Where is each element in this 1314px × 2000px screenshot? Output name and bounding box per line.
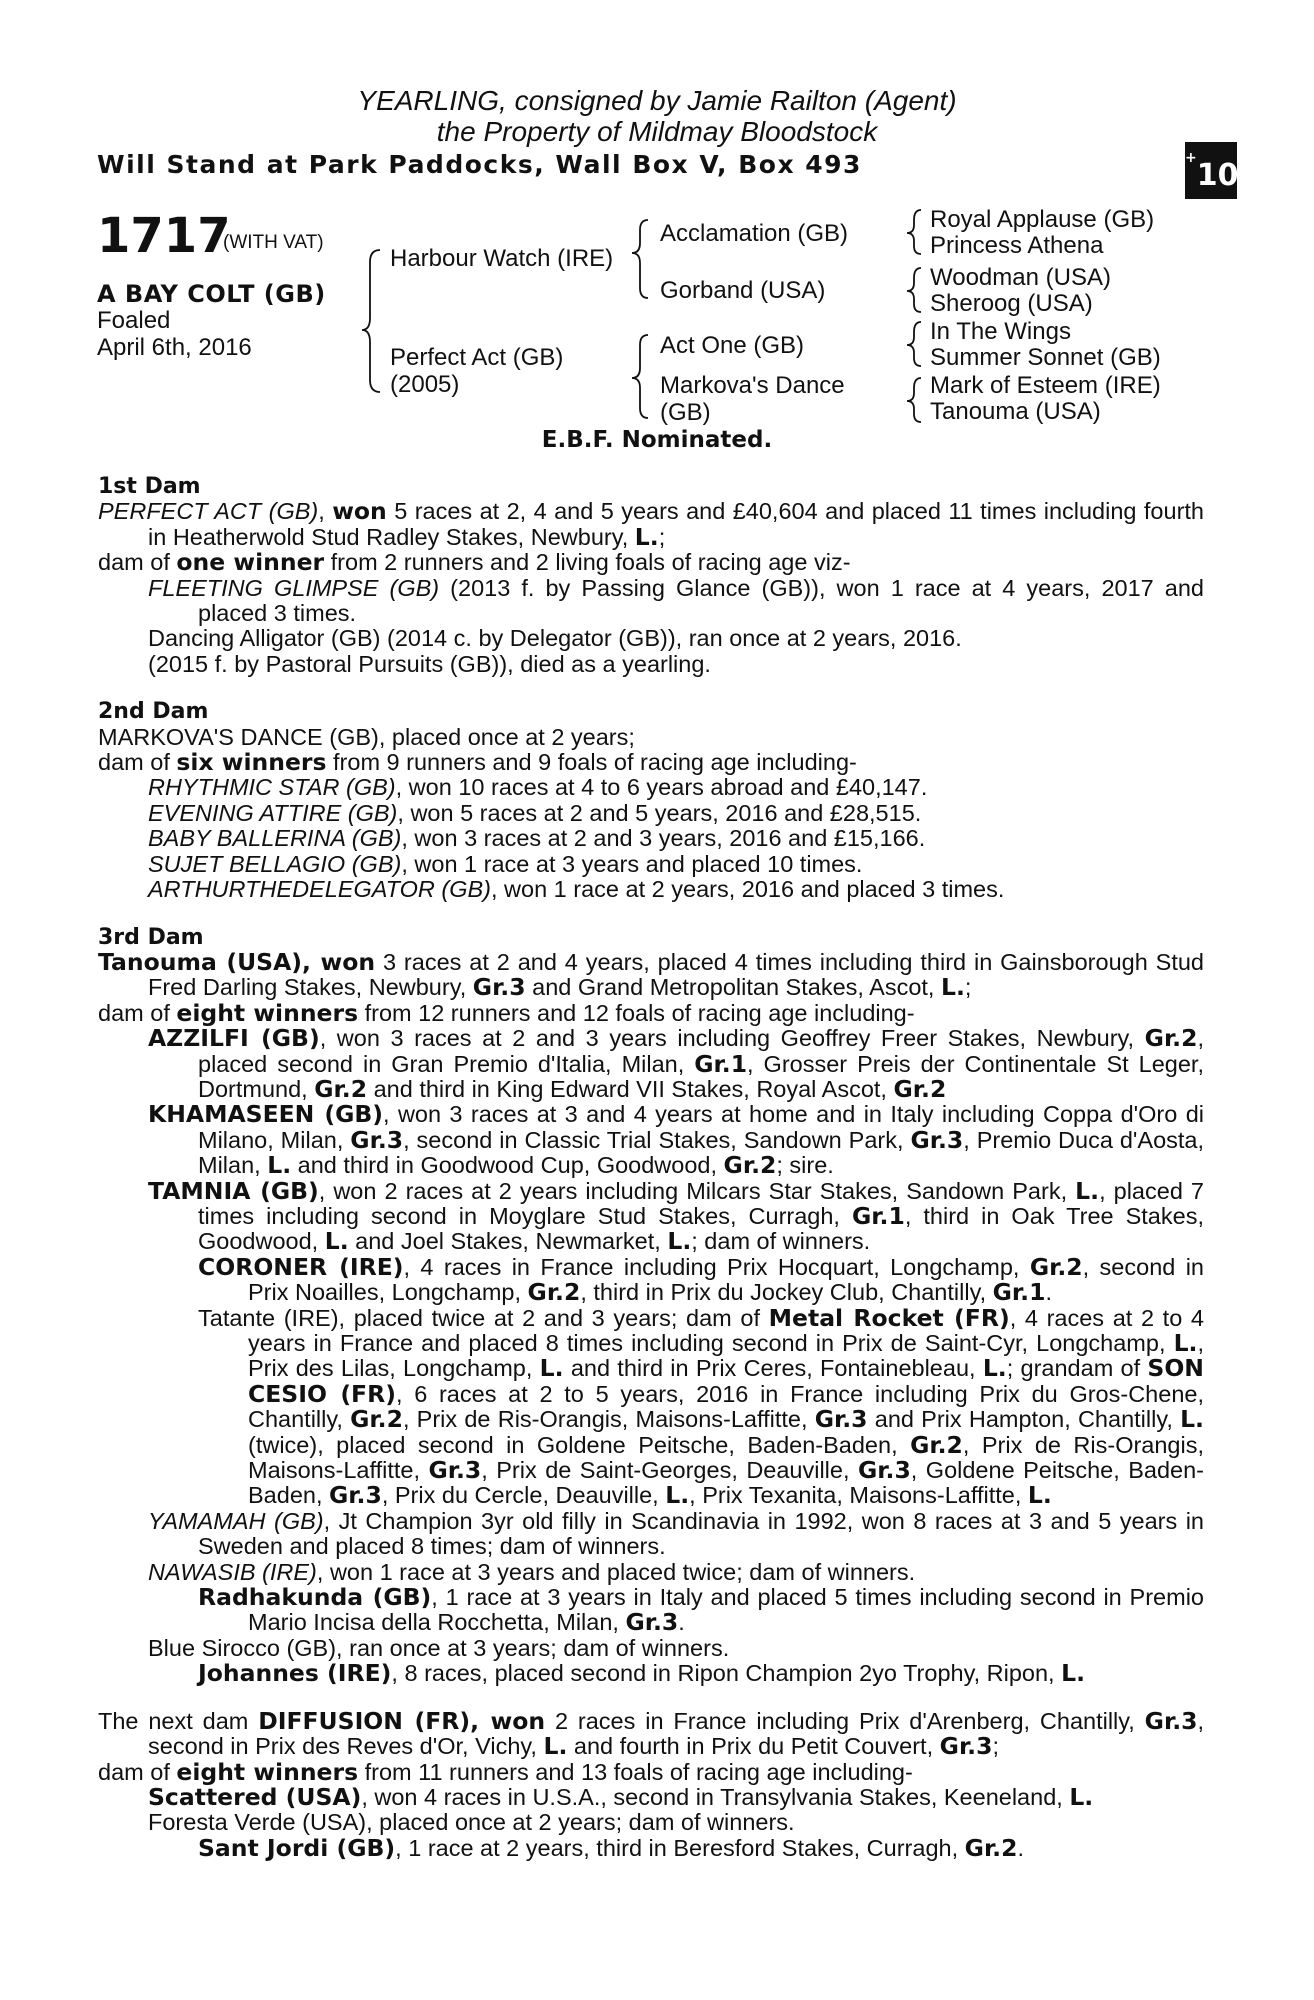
sujet-bellagio: SUJET BELLAGIO (GB), won 1 race at 3 years and placed 10 times. xyxy=(148,850,863,877)
next-dam-produce: dam of eight winners from 11 runners and 13 foals of racing age including- xyxy=(98,1757,913,1786)
khamaseen: KHAMASEEN (GB), won 3 races at 3 and 4 years at home and in Italy including Coppa d'Oro di Milano, Milan, Gr.3, second in Classic Trial Stakes, Sandown Park, Gr.3, Premio Duca d'Aosta, Milan, L. and third in Goodwood Cup, Goodwood, Gr.2; sire. xyxy=(148,1100,1205,1180)
sire: Harbour Watch (IRE) xyxy=(390,245,614,272)
foaled-label: Foaled xyxy=(97,307,171,334)
sant-jordi: Sant Jordi (GB), 1 race at 2 years, third in Beresford Stakes, Curragh, Gr.2. xyxy=(198,1833,1024,1862)
dam-dam-2: (GB) xyxy=(660,399,711,426)
second-dam-record: MARKOVA'S DANCE (GB), placed once at 2 years; xyxy=(98,723,635,750)
scattered: Scattered (USA), won 4 races in U.S.A., second in Transylvania Stakes, Keeneland, L. xyxy=(148,1782,1094,1811)
dam-dam: Markova's Dance xyxy=(660,372,845,399)
yamamah: YAMAMAH (GB), Jt Champion 3yr old filly in Scandinavia in 1992, won 8 races at 3 and 5 years in Sweden and placed 8 times; dam of winners. xyxy=(148,1507,1204,1560)
sire-dam: Gorband (USA) xyxy=(660,277,826,304)
foaled-date: April 6th, 2016 xyxy=(97,334,252,361)
ebf-note: E.B.F. Nominated. xyxy=(541,427,773,453)
lot-badge: +10 xyxy=(1185,142,1237,199)
ggs-2: Woodman (USA) xyxy=(930,264,1111,291)
ggd-2: Sheroog (USA) xyxy=(930,290,1093,317)
catalogue-body xyxy=(98,474,1204,1861)
azzilfi: AZZILFI (GB), won 3 races at 2 and 3 years including Geoffrey Freer Stakes, Newbury, Gr.2, placed second in Gran Premio d'Italia, Milan, Gr.1, Grosser Preis der Continentale St Leger, Dortmund, Gr.2 and third in King Edward VII Stakes, Royal Ascot, Gr.2 xyxy=(148,1024,1204,1103)
coroner: CORONER (IRE), 4 races in France including Prix Hocquart, Longchamp, Gr.2, second in Prix Noailles, Longchamp, Gr.2, third in Prix du Jockey Club, Chantilly, Gr.1. xyxy=(198,1252,1205,1307)
johannes: Johannes (IRE), 8 races, placed second in Ripon Champion 2yo Trophy, Ripon, L. xyxy=(198,1659,1086,1688)
sire-sire: Acclamation (GB) xyxy=(660,220,849,247)
next-dam-record: The next dam DIFFUSION (FR), won 2 races in France including Prix d'Arenberg, Chantilly, Gr.3, second in Prix des Reves d'Or, Vichy, L. and fourth in Prix du Petit Couvert, Gr.3; xyxy=(98,1706,1205,1761)
produce-dancing-alligator: Dancing Alligator (GB) (2014 c. by Delegator (GB)), ran once at 2 years, 2016. xyxy=(148,625,962,652)
radhakunda: Radhakunda (GB), 1 race at 3 years in Italy and placed 5 times including second in Premio Mario Incisa della Rocchetta, Milan, Gr.3. xyxy=(198,1583,1204,1637)
ggd-1: Princess Athena xyxy=(930,232,1104,259)
third-dam-produce: dam of eight winners from 12 runners and 12 foals of racing age including- xyxy=(98,998,915,1027)
stand-location: Will Stand at Park Paddocks, Wall Box V, Box 493 xyxy=(97,150,862,179)
lot-number: 1717 xyxy=(97,208,231,264)
ggs-4: Mark of Esteem (IRE) xyxy=(930,372,1161,399)
baby-ballerina: BABY BALLERINA (GB), won 3 races at 2 and 3 years, 2016 and £15,166. xyxy=(148,825,926,852)
dam-sire: Act One (GB) xyxy=(660,332,805,359)
tatante: Tatante (IRE), placed twice at 2 and 3 years; dam of Metal Rocket (FR), 4 races at 2 to 4 years in France and placed 8 times including second in Prix de Saint-Cyr, Longchamp, L., Prix des Lilas, Longchamp, L. and third in Prix Ceres, Fontainebleau, L.; grandam of SON CESIO (FR), 6 races at 2 to 5 years, 2016 in France including Prix du Gros-Chene, Chantilly, Gr.2, Prix de Ris-Orangis, Maisons-Laffitte, Gr.3 and Prix Hampton, Chantilly, L. (twice), placed second in Goldene Peitsche, Baden-Baden, Gr.2, Prix de Ris-Orangis, Maisons-Laffitte, Gr.3, Prix de Saint-Georges, Deauville, Gr.3, Goldene Peitsche, Baden-Baden, Gr.3, Prix du Cercle, Deauville, L., Prix Texanita, Maisons-Laffitte, L. xyxy=(198,1303,1205,1510)
blue-sirocco: Blue Sirocco (GB), ran once at 3 years; dam of winners. xyxy=(148,1634,730,1661)
second-dam-heading: 2nd Dam xyxy=(98,699,209,725)
evening-attire: EVENING ATTIRE (GB), won 5 races at 2 and 5 years, 2016 and £28,515. xyxy=(148,799,922,826)
arthurthedelegator: ARTHURTHEDELEGATOR (GB), won 1 race at 2 years, 2016 and placed 3 times. xyxy=(148,876,1005,903)
tamnia: TAMNIA (GB), won 2 races at 2 years including Milcars Star Stakes, Sandown Park, L., placed 7 times including second in Moyglare Stud Stakes, Curragh, Gr.1, third in Oak Tree Stakes, Goodwood, L. and Joel Stakes, Newmarket, L.; dam of winners. xyxy=(148,1176,1205,1256)
third-dam-heading: 3rd Dam xyxy=(98,924,204,950)
ggd-3: Summer Sonnet (GB) xyxy=(930,344,1161,371)
vat-note: (WITH VAT) xyxy=(223,232,324,253)
ggs-1: Royal Applause (GB) xyxy=(930,206,1155,233)
second-dam-produce: dam of six winners from 9 runners and 9 foals of racing age including- xyxy=(98,748,857,777)
foresta-verde: Foresta Verde (USA), placed once at 2 years; dam of winners. xyxy=(148,1809,795,1836)
nawasib: NAWASIB (IRE), won 1 race at 3 years and placed twice; dam of winners. xyxy=(148,1558,916,1585)
consignment-line: YEARLING, consigned by Jamie Railton (Agent) xyxy=(357,85,957,116)
lot-name: A BAY COLT (GB) xyxy=(97,280,326,308)
produce-2015-filly: (2015 f. by Pastoral Pursuits (GB)), died as a yearling. xyxy=(148,650,711,677)
ggd-4: Tanouma (USA) xyxy=(930,398,1101,425)
property-line: the Property of Mildmay Bloodstock xyxy=(436,116,878,147)
produce-fleeting-glimpse: FLEETING GLIMPSE (GB) (2013 f. by Passing Glance (GB)), won 1 race at 4 years, 2017 and placed 3 times. xyxy=(148,574,1204,627)
ggs-3: In The Wings xyxy=(930,318,1071,345)
first-dam-heading: 1st Dam xyxy=(98,474,201,499)
dam: Perfect Act (GB) xyxy=(390,344,564,371)
rhythmic-star: RHYTHMIC STAR (GB), won 10 races at 4 to 6 years abroad and £40,147. xyxy=(148,774,928,801)
first-dam-produce: dam of one winner from 2 runners and 2 living foals of racing age viz- xyxy=(98,548,851,577)
first-dam-record: PERFECT ACT (GB), won 5 races at 2, 4 and 5 years and £40,604 and placed 11 times including fourth in Heatherwold Stud Radley Stakes, Newbury, L.; xyxy=(98,497,1204,551)
dam-year: (2005) xyxy=(390,371,460,398)
third-dam-record: Tanouma (USA), won 3 races at 2 and 4 years, placed 4 times including third in Gainsborough Stud Fred Darling Stakes, Newbury, Gr.3 and Grand Metropolitan Stakes, Ascot, L.; xyxy=(98,947,1205,1002)
